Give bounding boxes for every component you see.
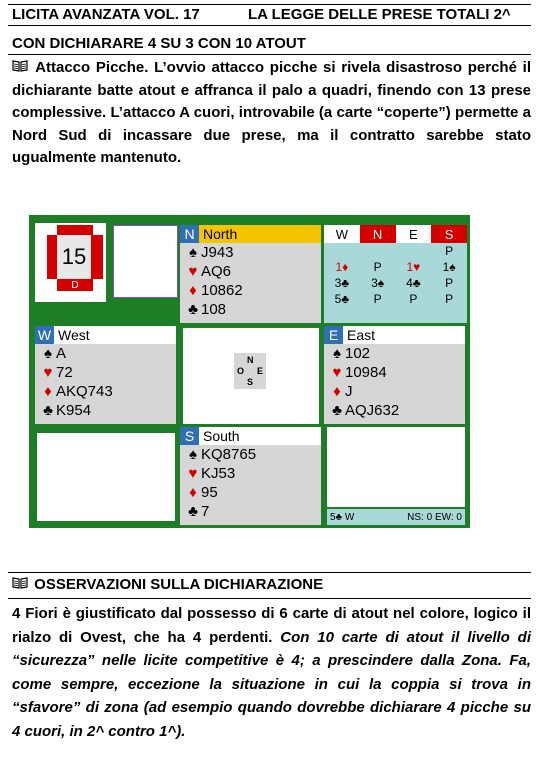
bidding-table bbox=[324, 225, 467, 323]
compass-west: O bbox=[237, 366, 245, 376]
bid-cell: P bbox=[445, 244, 454, 258]
spade-icon: ♠ bbox=[189, 244, 197, 261]
west-hearts: 72 bbox=[56, 364, 73, 381]
deal-subtitle: CON DICHIARARE 4 SU 3 CON 10 ATOUT bbox=[12, 35, 306, 52]
heart-icon: ♥ bbox=[332, 364, 342, 381]
compass-icon bbox=[234, 353, 266, 389]
north-header bbox=[180, 225, 321, 243]
bid-cell: 4♣ bbox=[406, 276, 421, 290]
bid-cell: P bbox=[373, 260, 382, 274]
lead-paragraph bbox=[12, 57, 531, 170]
board-info-cell bbox=[35, 223, 106, 302]
south-tag: S bbox=[180, 427, 199, 445]
west-tag: W bbox=[35, 326, 54, 344]
club-icon: ♣ bbox=[188, 301, 198, 318]
bid-row bbox=[324, 259, 467, 275]
spade-icon: ♠ bbox=[189, 446, 197, 463]
contract-label: 5♣ W bbox=[330, 511, 355, 523]
dealer-indicator: D bbox=[57, 279, 93, 291]
south-hand bbox=[180, 427, 321, 525]
bid-cell: P bbox=[409, 292, 418, 306]
book-icon bbox=[12, 57, 30, 80]
north-hand bbox=[180, 225, 321, 323]
diamond-icon: ♦ bbox=[189, 282, 197, 299]
bid-head-west: W bbox=[335, 226, 349, 242]
board-card-slot bbox=[113, 225, 178, 298]
observations-plain: 4 Fiori è giustificato dal possesso di 6 carte di atout nel colore, logico il rialzo di Ovest, che ha 4 perdenti. bbox=[12, 605, 531, 646]
bid-cell bbox=[360, 243, 396, 259]
north-spades: J943 bbox=[201, 244, 234, 261]
bid-cell: P bbox=[445, 292, 454, 306]
book-icon bbox=[12, 576, 30, 593]
north-diamonds: 10862 bbox=[201, 282, 243, 299]
east-header bbox=[324, 326, 465, 344]
south-name: South bbox=[203, 428, 240, 444]
south-spades: KQ8765 bbox=[201, 446, 257, 463]
bid-cell: 1♥ bbox=[406, 260, 421, 274]
south-clubs: 7 bbox=[201, 503, 210, 520]
compass-south: S bbox=[247, 377, 254, 387]
heart-icon: ♥ bbox=[188, 465, 198, 482]
empty-cell-southwest bbox=[37, 433, 175, 521]
heart-icon: ♥ bbox=[43, 364, 53, 381]
chapter-title: LA LEGGE DELLE PRESE TOTALI 2^ bbox=[248, 6, 511, 23]
west-hand bbox=[35, 326, 176, 424]
bid-cell: 3♣ bbox=[334, 276, 350, 290]
club-icon: ♣ bbox=[332, 402, 342, 419]
bridge-board bbox=[29, 215, 470, 528]
north-clubs: 108 bbox=[201, 301, 227, 318]
book-title: LICITA AVANZATA VOL. 17 bbox=[12, 6, 200, 23]
observations-title-text: OSSERVAZIONI SULLA DICHIARAZIONE bbox=[34, 576, 324, 593]
compass-east: E bbox=[257, 366, 264, 376]
north-tag: N bbox=[180, 225, 199, 243]
diamond-icon: ♦ bbox=[189, 484, 197, 501]
west-name: West bbox=[58, 327, 90, 343]
table-center bbox=[183, 328, 319, 424]
bid-head-east: E bbox=[409, 226, 418, 242]
spade-icon: ♠ bbox=[44, 345, 52, 362]
east-tag: E bbox=[324, 326, 343, 344]
observations-text bbox=[12, 602, 531, 743]
diamond-icon: ♦ bbox=[44, 383, 52, 400]
observations-italic: Con 10 carte di atout il livello di “sicurezza” nelle licite competitive è 4; a prescindere dalla Zona. Fa, come sempre, eccezione la situazione in cui la coppia si trova in “sfavore” di zona (ad esempio quando dovrebbe dichiarare 4 picche su 4 cuori, in 2^ contro 1^). bbox=[12, 628, 531, 740]
west-clubs: K954 bbox=[56, 402, 92, 419]
observations-title bbox=[12, 576, 323, 593]
diamond-icon: ♦ bbox=[333, 383, 341, 400]
club-icon: ♣ bbox=[43, 402, 53, 419]
west-spades: A bbox=[56, 345, 67, 362]
vulnerable-bar-right bbox=[91, 235, 103, 279]
east-diamonds: J bbox=[345, 383, 353, 400]
bid-cell: 1♦ bbox=[335, 260, 349, 274]
score-label: NS: 0 EW: 0 bbox=[407, 511, 462, 523]
bid-cell: 1♠ bbox=[442, 260, 456, 274]
spade-icon: ♠ bbox=[333, 345, 341, 362]
bid-row bbox=[324, 243, 467, 259]
bid-head-south: S bbox=[431, 225, 467, 243]
result-bar bbox=[327, 509, 465, 525]
lead-paragraph-text: Attacco Picche. L’ovvio attacco picche si rivela disastroso perché il dichiarante batte atout e affranca il palo a quadri, finendo con 13 prese complessive. L’attacco A cuori, introvabile (a carte “coperte”) permette a Nord Sud di incassare due prese, ma il contratto sarebbe stato ugualmente mantenuto. bbox=[12, 59, 531, 166]
bid-row bbox=[324, 291, 467, 307]
club-icon: ♣ bbox=[188, 503, 198, 520]
compass-north: N bbox=[247, 355, 254, 365]
bid-row bbox=[324, 275, 467, 291]
south-header bbox=[180, 427, 321, 445]
north-name: North bbox=[203, 226, 238, 242]
north-hearts: AQ6 bbox=[201, 263, 232, 280]
south-diamonds: 95 bbox=[201, 484, 218, 501]
bid-cell: 3♠ bbox=[371, 276, 385, 290]
board-number: 15 bbox=[57, 235, 91, 279]
bid-cell bbox=[324, 243, 360, 259]
east-hearts: 10984 bbox=[345, 364, 387, 381]
empty-cell-southeast bbox=[327, 427, 465, 507]
bidding-header bbox=[324, 225, 467, 243]
bid-head-north: N bbox=[360, 225, 396, 243]
vulnerable-bar-top bbox=[57, 225, 93, 235]
south-hearts: KJ53 bbox=[201, 465, 236, 482]
bid-cell: P bbox=[373, 292, 382, 306]
heart-icon: ♥ bbox=[188, 263, 198, 280]
east-name: East bbox=[347, 327, 376, 343]
east-hand bbox=[324, 326, 465, 424]
west-diamonds: AKQ743 bbox=[56, 383, 113, 400]
east-clubs: AQJ632 bbox=[345, 402, 400, 419]
east-spades: 102 bbox=[345, 345, 371, 362]
bid-cell: 5♣ bbox=[334, 292, 350, 306]
bid-cell bbox=[396, 243, 432, 259]
west-header bbox=[35, 326, 176, 344]
bid-cell: P bbox=[445, 276, 454, 290]
